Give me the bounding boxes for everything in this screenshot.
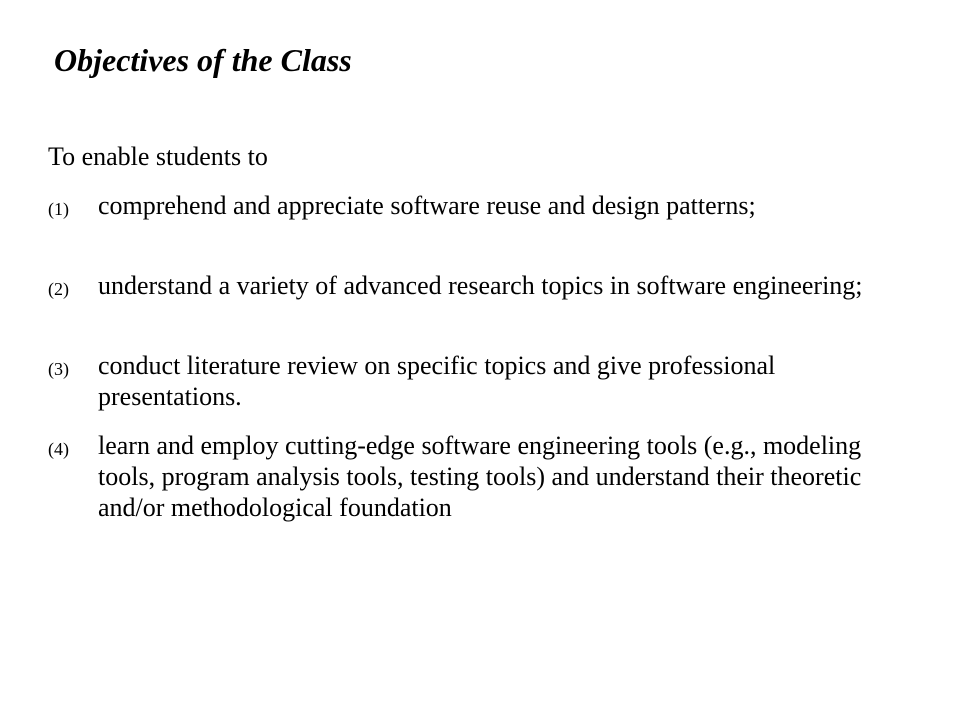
objective-number: (3): [48, 359, 69, 379]
slide-title: Objectives of the Class: [54, 42, 352, 78]
objective-number: (2): [48, 279, 69, 299]
objective-text: learn and employ cutting-edge software engineering tools (e.g., modeling tools, program analysis tools, testing tools) and understand their theoretic and/or methodological foundation: [98, 431, 862, 522]
objective-text: conduct literature review on specific topics and give professional presentations.: [98, 351, 776, 411]
objective-text: comprehend and appreciate software reuse and design patterns;: [98, 191, 756, 220]
objective-number: (1): [48, 199, 69, 219]
objective-text: understand a variety of advanced research topics in software engineering;: [98, 271, 863, 300]
intro-text: To enable students to: [48, 142, 268, 171]
objective-number: (4): [48, 439, 69, 459]
